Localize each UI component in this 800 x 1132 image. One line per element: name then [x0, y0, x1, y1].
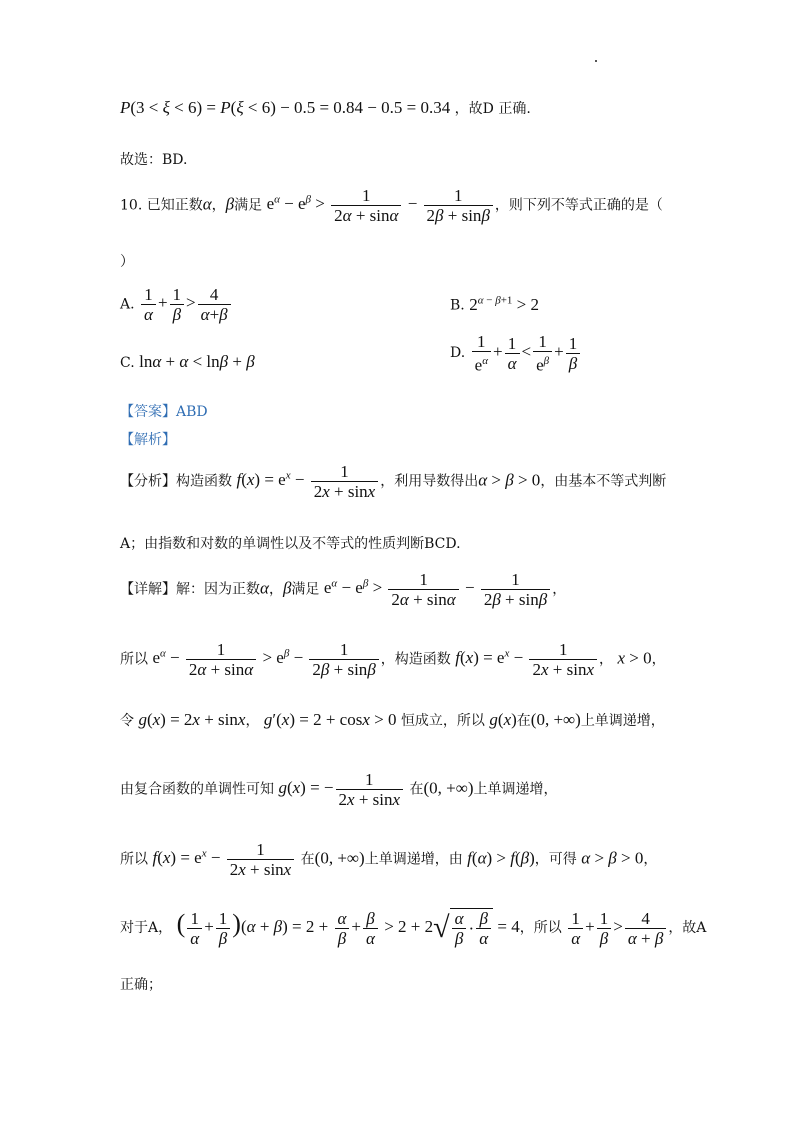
fuhe-line: 由复合函数的单调性可知 g(x) = − $\frac{1}{2x + \sin x}$ 在(0, +∞)上单调递增， — [120, 770, 558, 809]
page-dot — [595, 60, 597, 62]
fenxi-line: 【分析】构造函数 $f(x) = e^x$ − $\frac{1}{2x + \sin x}$ ，利用导数得出α > β > 0，由基本不等式判断 — [120, 462, 667, 501]
choose-line: 故选：BD. — [120, 152, 188, 168]
fenxi-line2: A；由指数和对数的单调性以及不等式的性质判断BCD. — [120, 536, 461, 552]
option-d: D. $\frac{1}{e^\alpha}$ + $\frac{1}{\alpha}$ < $\frac{1}{e^\beta}$ + $\frac{1}{\beta}$ — [450, 332, 582, 375]
q10-stem: 10. 已知正数α，β满足 $e^\alpha - e^\beta$ > $\frac{1}{2\alpha + \sin\alpha}$ − $\frac{1}{2\beta + \sin\beta}$ ，则下列不等式正确的是（ — [120, 186, 663, 225]
option-a: A. $\frac{1}{\alpha}$ + $\frac{1}{\beta}$ > $\frac{4}{\alpha+\beta}$ — [120, 285, 233, 324]
answer-line: 【答案】ABD — [120, 404, 208, 420]
suoyi-line: 所以 $e^\alpha$ − $\frac{1}{2\alpha + \sin\alpha}$ > $e^\beta$ − $\frac{1}{2\beta + \sin\beta}$ ，构造函数 $f(x) = e^x$ − $\frac{1}{2x + \sin x}$ ， x > 0， — [120, 640, 666, 679]
option-b: B. $2^{\alpha - \beta+1} > 2$ — [450, 294, 539, 314]
detail-line: 【详解】解：因为正数α，β满足 $e^\alpha - e^\beta$ > $\frac{1}{2\alpha + \sin\alpha}$ − $\frac{1}{2\beta + \sin\beta}$ ， — [120, 570, 567, 609]
option-c: C. lnα + α < lnβ + β — [120, 352, 255, 371]
monotone-line: 所以 $f(x) = e^x$ − $\frac{1}{2x + \sin x}$ 在(0, +∞)上单调递增，由 f(α) > f(β)，可得 α > β > 0， — [120, 840, 658, 879]
ling-line: 令 g(x) = 2x + sinx， g′(x) = 2 + cosx > 0 恒成立，所以 g(x)在(0, +∞)上单调递增， — [120, 710, 665, 729]
duiyu-a-line: 对于A， ( $\frac{1}{\alpha}$ + $\frac{1}{\beta}$ )(α + β) = 2 + $\frac{\alpha}{\beta}$ + $\frac{\beta}{\alpha}$ > 2 + 2 √ $\frac{\alpha}{\beta}$ · $\frac{\beta}{\alpha}$ = 4，所以 $\frac{1}{\alpha}$ + $\frac{1}{\beta}$ > $\frac{4}{\alpha + \beta}$ ，故A — [120, 908, 707, 948]
line1-suffix: ，故D 正确. — [454, 101, 531, 117]
q10-close: ） — [120, 254, 134, 270]
analysis-label: 【解析】 — [120, 432, 176, 448]
zhengque-line: 正确； — [120, 977, 162, 993]
line-prob: P(3 < ξ < 6) = P(ξ < 6) − 0.5 = 0.84 − 0.5 = 0.34 ，故D 正确. — [120, 98, 531, 117]
